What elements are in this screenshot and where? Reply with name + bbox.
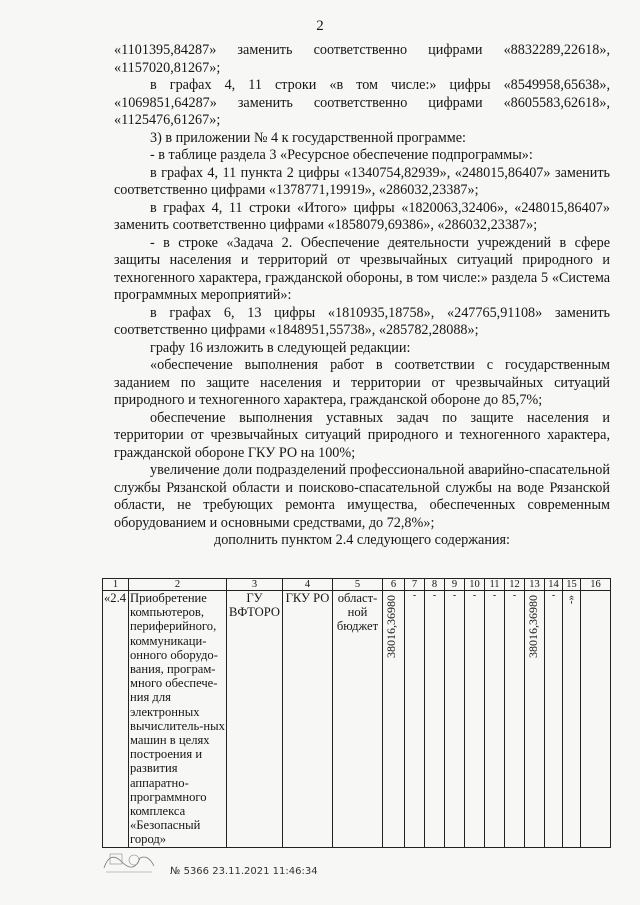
dash-cell: - bbox=[472, 590, 477, 601]
program-table bbox=[102, 578, 611, 848]
paragraph: в графах 4, 11 пункта 2 цифры «1340754,82939», «248015,86407» заменить соответственно цифрами «1378771,19919», «286032,23387»; bbox=[114, 164, 610, 198]
paragraph: в графах 6, 13 цифры «1810935,18758», «247765,91108» заменить соответственно цифрами «1848951,55738», «285782,28088»; bbox=[114, 304, 610, 338]
amount-col-13: 38016,36980 bbox=[526, 595, 540, 658]
document-body bbox=[114, 42, 610, 550]
paragraph: в графах 4, 11 строки «в том числе:» цифры «8549958,65638», «1069851,64287» заменить соответственно цифрами «8605583,62618», «1125476,61267»; bbox=[114, 77, 610, 128]
header-cell: 14 bbox=[545, 579, 563, 591]
dash-cell: - bbox=[452, 590, 457, 601]
header-cell: 5 bbox=[333, 579, 383, 591]
paragraph: - в строке «Задача 2. Обеспечение деятельности учреждений в сфере защиты населения и территорий от чрезвычайных ситуаций природного и техногенного характера, гражданской обороны, в том числе:» раздела 5 «Система программных мероприятий»: bbox=[114, 234, 610, 303]
header-cell: 3 bbox=[227, 579, 283, 591]
dash-cell: - bbox=[512, 590, 517, 601]
header-cell: 13 bbox=[525, 579, 545, 591]
header-cell: 15 bbox=[563, 579, 581, 591]
item-recipient: ГКУ РО bbox=[283, 591, 333, 848]
header-cell: 12 bbox=[505, 579, 525, 591]
empty-cell bbox=[581, 591, 611, 848]
header-cell: 4 bbox=[283, 579, 333, 591]
paragraph: графу 16 изложить в следующей редакции: bbox=[150, 339, 411, 356]
header-cell: 11 bbox=[485, 579, 505, 591]
dash-cell: - bbox=[432, 590, 437, 601]
registration-stamp-icon bbox=[100, 840, 158, 876]
header-cell: 9 bbox=[445, 579, 465, 591]
paragraph: «1101395,84287» заменить соответственно цифрами «8832289,22618», «1157020,81267»; bbox=[114, 42, 610, 76]
closing-dash-cell: -» bbox=[565, 595, 577, 605]
header-cell: 6 bbox=[383, 579, 405, 591]
dash-cell: - bbox=[412, 590, 417, 601]
item-funding-source: област-ной бюджет bbox=[333, 591, 383, 848]
header-cell: 16 bbox=[581, 579, 611, 591]
paragraph: в графах 4, 11 строки «Итого» цифры «1820063,32406», «248015,86407» заменить соответственно цифрами «1858079,69386», «286032,23387»; bbox=[114, 199, 610, 233]
table-header-row bbox=[103, 579, 611, 591]
page-number: 2 bbox=[316, 18, 324, 34]
table-row bbox=[103, 591, 611, 848]
item-executor: ГУ ВФТОРО bbox=[227, 591, 283, 848]
header-cell: 1 bbox=[103, 579, 129, 591]
paragraph: 3) в приложении № 4 к государственной программе: bbox=[150, 129, 466, 146]
item-number: «2.4 bbox=[103, 591, 129, 848]
paragraph: «обеспечение выполнения работ в соответствии с государственным заданием по защите населения и территории от чрезвычайных ситуаций природного и техногенного характера, гражданской обороне до 85,7%; bbox=[114, 357, 610, 408]
document-footer: № 5366 23.11.2021 11:46:34 bbox=[170, 866, 318, 877]
paragraph: обеспечение выполнения уставных задач по защите населения и территории от чрезвычайных ситуаций природного и техногенного характера, гражданской обороне ГКУ РО на 100%; bbox=[114, 409, 610, 461]
item-name: Приобретение компьютеров, периферийного, коммуникаци-онного оборудо-вания, програм-много обеспече-ния для электронных вычислитель-ных машин в целях построения и развития аппаратно-программного комплекса «Безопасный город» bbox=[130, 591, 225, 847]
header-cell: 8 bbox=[425, 579, 445, 591]
header-cell: 10 bbox=[465, 579, 485, 591]
dash-cell: - bbox=[492, 590, 497, 601]
amount-col-6: 38016,36980 bbox=[384, 595, 398, 658]
paragraph: - в таблице раздела 3 «Ресурсное обеспечение подпрограммы»: bbox=[150, 147, 533, 163]
paragraph: увеличение доли подразделений профессиональной аварийно-спасательной службы Рязанской области и поисково-спасательной службы на воде Рязанской области, не требующих ремонта имущества, обеспеченных современным оборудованием и основными средствами, до 72,8%»; bbox=[114, 462, 610, 531]
dash-cell: - bbox=[551, 590, 556, 601]
header-cell: 7 bbox=[405, 579, 425, 591]
paragraph: дополнить пунктом 2.4 следующего содержания: bbox=[214, 532, 510, 548]
header-cell: 2 bbox=[129, 579, 227, 591]
